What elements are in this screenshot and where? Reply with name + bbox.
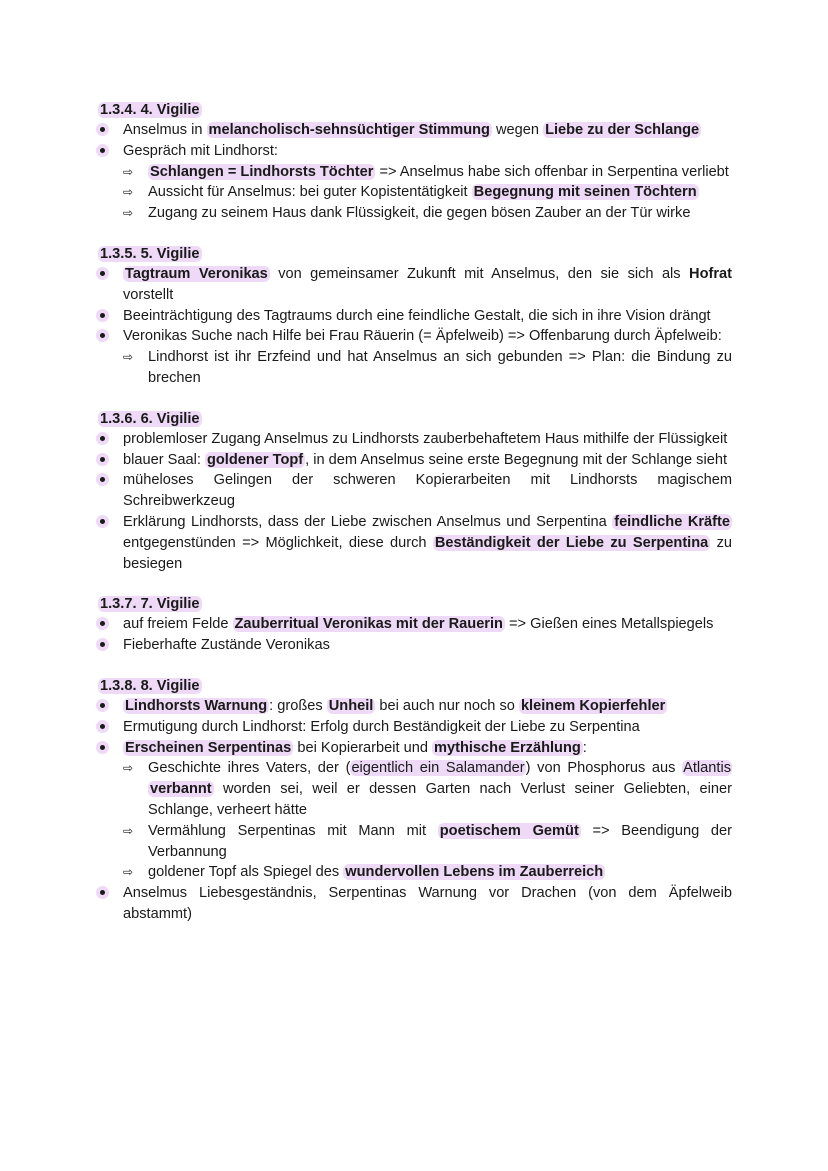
text-segment: => Anselmus habe sich offenbar in Serpentina verliebt <box>375 163 729 180</box>
sub-item <box>123 182 732 203</box>
highlighted-text: mythische Erzählung <box>434 739 581 756</box>
heading-text: 1.3.8. 8. Vigilie <box>100 677 200 694</box>
sub-text <box>148 821 732 863</box>
bullet-dot-icon <box>96 741 109 754</box>
highlighted-text: Unheil <box>328 697 374 714</box>
text-segment: , in dem Anselmus seine erste Begegnung mit der Schlange sieht <box>305 451 727 468</box>
bullet-text <box>123 738 732 759</box>
text-segment: : <box>582 739 587 756</box>
bullet-list <box>96 696 732 925</box>
bullet-text <box>123 470 732 512</box>
sub-item <box>123 821 732 863</box>
highlighted-text: Atlantis <box>683 760 731 777</box>
sub-item <box>123 162 732 183</box>
document-content <box>96 100 732 925</box>
section-heading <box>98 244 732 264</box>
sub-list <box>123 162 732 224</box>
bullet-list <box>96 429 732 575</box>
highlighted-text: goldener Topf <box>206 451 304 468</box>
text-segment: von gemeinsamer Zukunft mit Anselmus, den sie sich als <box>269 265 690 282</box>
bullet-dot-icon <box>96 329 109 342</box>
bullet-dot-icon <box>96 267 109 280</box>
bullet-item <box>96 614 732 635</box>
bullet-item <box>96 264 732 306</box>
sub-text <box>148 182 732 203</box>
text-segment: problemloser Zugang Anselmus zu Lindhorsts zauberbehaftetem Haus mithilfe der Flüssigkeit <box>123 430 728 447</box>
heading-text: 1.3.5. 5. Vigilie <box>100 245 200 262</box>
bullet-dot-icon <box>96 617 109 630</box>
bullet-dot-icon <box>96 309 109 322</box>
bullet-text <box>123 614 732 635</box>
sub-text <box>148 862 732 883</box>
highlighted-text: Erscheinen Serpentinas <box>125 739 292 756</box>
highlighted-text: eigentlich ein Salamander <box>351 760 525 777</box>
text-segment: auf freiem Felde <box>123 616 233 633</box>
highlighted-text: Tagtraum Veronikas <box>125 265 268 282</box>
bullet-dot-icon <box>96 886 109 899</box>
text-segment: Lindhorst ist ihr Erzfeind und hat Anselmus an sich gebunden => Plan: die Bindung zu brechen <box>148 349 732 386</box>
bullet-item <box>96 450 732 471</box>
arrow-right-icon: ⇨ <box>123 185 134 200</box>
arrow-right-icon: ⇨ <box>123 206 134 221</box>
text-segment: Anselmus in <box>123 122 207 138</box>
highlighted-text: Lindhorsts Warnung <box>125 697 268 714</box>
section-vigilie-5 <box>96 244 732 389</box>
text-segment: wegen <box>491 122 544 138</box>
bullet-text <box>123 306 732 327</box>
text-segment: Aussicht für Anselmus: bei guter Kopistentätigkeit <box>148 184 472 201</box>
highlighted-text: Beständigkeit der Liebe zu Serpentina <box>434 534 709 551</box>
bullet-item <box>96 470 732 512</box>
sub-text <box>148 758 732 820</box>
section-heading <box>98 409 732 429</box>
section-vigilie-8 <box>96 676 732 925</box>
text-segment: bei Kopierarbeit und <box>293 739 433 756</box>
bullet-text <box>123 120 732 141</box>
section-vigilie-7 <box>96 594 732 656</box>
highlighted-text: wundervollen Lebens im Zauberreich <box>345 864 604 881</box>
highlighted-text: verbannt <box>150 781 212 798</box>
bullet-text <box>123 450 732 471</box>
arrow-right-icon: ⇨ <box>123 350 134 365</box>
bullet-dot-icon <box>96 144 109 157</box>
bullet-list <box>96 264 732 389</box>
text-segment: Zugang zu seinem Haus dank Flüssigkeit, die gegen bösen Zauber an der Tür wirke <box>148 205 691 222</box>
text-segment: vorstellt <box>123 286 174 303</box>
text-segment: Geschichte ihres Vaters, der ( <box>148 760 351 777</box>
bullet-dot-icon <box>96 638 109 651</box>
text-segment: Fieberhafte Zustände Veronikas <box>123 637 330 654</box>
section-heading <box>98 676 732 696</box>
bullet-item <box>96 306 732 327</box>
sub-item <box>123 758 732 820</box>
highlighted-text: poetischem Gemüt <box>439 822 579 839</box>
text-segment: goldener Topf als Spiegel des <box>148 864 344 881</box>
sub-item <box>123 862 732 883</box>
text-segment: => Beendigung der Verbannung <box>148 822 733 860</box>
sub-text <box>148 203 732 224</box>
highlighted-text: Begegnung mit seinen Töchtern <box>473 184 697 201</box>
text-segment: : großes <box>269 697 327 714</box>
highlighted-text: kleinem Kopierfehler <box>520 697 666 714</box>
bullet-text <box>123 696 732 717</box>
text-segment: Gespräch mit Lindhorst: <box>123 142 278 159</box>
arrow-right-icon: ⇨ <box>123 164 134 179</box>
sub-item <box>123 347 732 389</box>
bullet-item <box>96 512 732 574</box>
bullet-text <box>123 512 732 574</box>
bullet-text <box>123 264 732 306</box>
bullet-text <box>123 635 732 656</box>
section-vigilie-4 <box>96 100 732 224</box>
sub-text <box>148 162 732 183</box>
text-segment: entgegenstünden => Möglichkeit, diese durch <box>123 534 433 551</box>
highlighted-text: Hofrat <box>689 265 733 282</box>
bullet-text <box>123 717 732 738</box>
section-heading <box>98 100 732 120</box>
bullet-list <box>96 614 732 656</box>
bullet-dot-icon <box>96 720 109 733</box>
bullet-dot-icon <box>96 473 109 486</box>
highlighted-text: Schlangen = Lindhorsts Töchter <box>150 163 374 180</box>
highlighted-text: melancholisch-sehnsüchtiger Stimmung <box>208 122 490 138</box>
sub-list <box>123 758 732 883</box>
highlighted-text: feindliche Kräfte <box>614 513 730 530</box>
bullet-dot-icon <box>96 453 109 466</box>
section-vigilie-6 <box>96 409 732 575</box>
text-segment: bei auch nur noch so <box>375 697 519 714</box>
text-segment: => Gießen eines Metallspiegels <box>504 616 714 633</box>
bullet-dot-icon <box>96 432 109 445</box>
text-segment: Ermutigung durch Lindhorst: Erfolg durch Beständigkeit der Liebe zu Serpentina <box>123 718 640 735</box>
section-heading <box>98 594 732 614</box>
bullet-item <box>96 717 732 738</box>
text-segment: Vermählung Serpentinas mit Mann mit <box>148 822 438 839</box>
heading-text: 1.3.4. 4. Vigilie <box>100 102 200 118</box>
sub-list <box>123 347 732 389</box>
text-segment: Anselmus Liebesgeständnis, Serpentinas Warnung vor Drachen (von dem Äpfelweib abstammt) <box>123 885 732 922</box>
bullet-text <box>123 429 732 450</box>
bullet-dot-icon <box>96 123 109 136</box>
bullet-item <box>96 738 732 884</box>
bullet-item <box>96 696 732 717</box>
arrow-right-icon: ⇨ <box>123 761 134 776</box>
text-segment: ) von Phosphorus aus <box>525 760 683 777</box>
highlighted-text: Liebe zu der Schlange <box>545 122 700 138</box>
sub-item <box>123 203 732 224</box>
text-segment: zu besiegen <box>123 534 732 572</box>
text-segment: worden sei, weil er dessen Garten nach Verlust seiner Geliebten, einer Schlange, verheert hätte <box>148 781 732 818</box>
bullet-item <box>96 141 732 224</box>
heading-text: 1.3.7. 7. Vigilie <box>100 596 200 613</box>
bullet-dot-icon <box>96 515 109 528</box>
text-segment: blauer Saal: <box>123 451 205 468</box>
arrow-right-icon: ⇨ <box>123 823 134 838</box>
text-segment: Erklärung Lindhorsts, dass der Liebe zwischen Anselmus und Serpentina <box>123 513 613 530</box>
bullet-item <box>96 883 732 925</box>
bullet-item <box>96 326 732 388</box>
bullet-text <box>123 883 732 925</box>
text-segment: Veronikas Suche nach Hilfe bei Frau Räuerin (= Äpfelweib) => Offenbarung durch Äpfelweib: <box>123 328 722 345</box>
bullet-list <box>96 120 732 224</box>
sub-text <box>148 347 732 389</box>
bullet-text <box>123 326 732 347</box>
text-segment: müheloses Gelingen der schweren Kopierarbeiten mit Lindhorsts magischem Schreibwerkzeug <box>123 472 732 510</box>
bullet-item <box>96 120 732 141</box>
bullet-item <box>96 429 732 450</box>
text-segment: Beeinträchtigung des Tagtraums durch eine feindliche Gestalt, die sich in ihre Vision drängt <box>123 307 711 324</box>
highlighted-text: Zauberritual Veronikas mit der Rauerin <box>234 616 503 633</box>
arrow-right-icon: ⇨ <box>123 865 134 880</box>
bullet-item <box>96 635 732 656</box>
bullet-text <box>123 141 732 162</box>
bullet-dot-icon <box>96 699 109 712</box>
heading-text: 1.3.6. 6. Vigilie <box>100 410 200 427</box>
